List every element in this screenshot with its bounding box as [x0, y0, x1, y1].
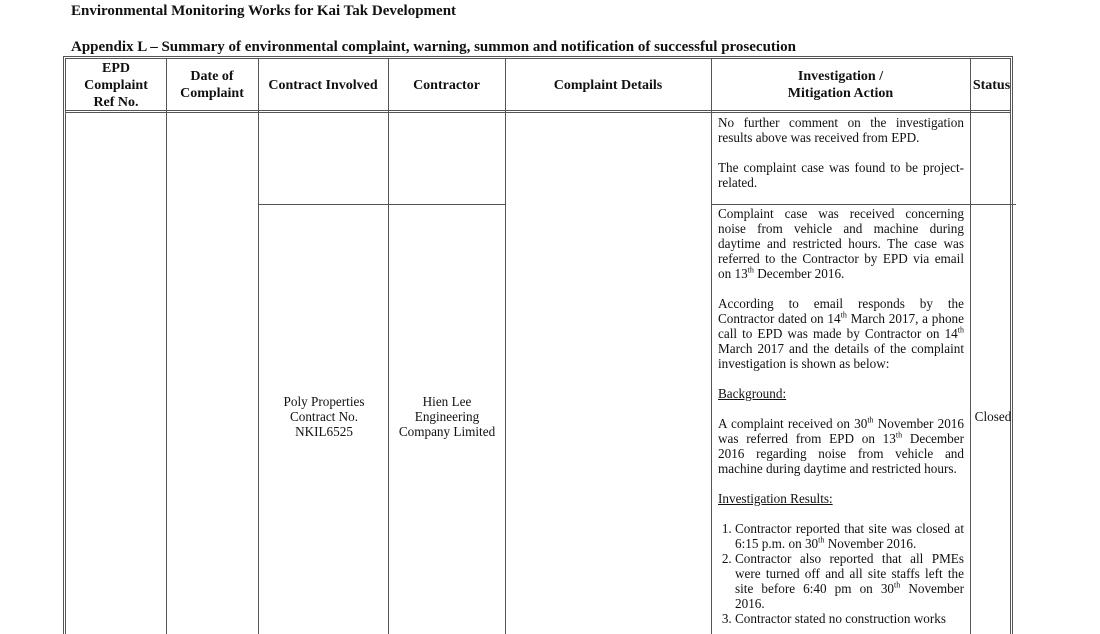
column-divider — [166, 59, 167, 634]
results-heading: Investigation Results: — [718, 491, 833, 506]
document-title: Environmental Monitoring Works for Kai Tak Development — [71, 3, 457, 19]
header-ref-no: EPD Complaint Ref No. — [84, 60, 148, 110]
investigation-results-list — [718, 521, 964, 626]
background-heading: Background: — [718, 386, 787, 401]
header-contract: Contract Involved — [268, 77, 378, 93]
column-divider — [388, 59, 389, 634]
row2-contractor: Hien Lee Engineering Company Limited — [398, 394, 496, 439]
list-item: 3. Contractor stated no construction works — [735, 611, 964, 626]
row2-investigation — [718, 206, 964, 626]
header-investigation: Investigation / Mitigation Action — [787, 69, 894, 101]
column-divider — [970, 59, 971, 634]
appendix-title: Appendix L – Summary of environmental complaint, warning, summon and notification of successful prosecution — [71, 39, 796, 55]
header-separator — [66, 110, 1010, 113]
header-contractor: Contractor — [413, 77, 480, 93]
investigation-paragraph: Complaint case was received concerning noise from vehicle and machine during daytime and restricted hours. The case was referred to the Contractor by EPD via email on 13th December 2016. — [718, 206, 964, 281]
list-item: 1. Contractor reported that site was closed at 6:15 p.m. on 30th November 2016. — [735, 521, 964, 551]
header-date: Date of Complaint — [180, 69, 244, 101]
row-separator — [258, 204, 505, 205]
column-divider — [258, 59, 259, 634]
row2-status: Closed — [974, 409, 1012, 424]
investigation-paragraph: A complaint received on 30th November 2016 was referred from EPD on 13th December 2016 regarding noise from vehicle and machine during daytime and restricted hours. — [718, 415, 964, 476]
investigation-paragraph: No further comment on the investigation results above was received from EPD. — [718, 115, 964, 145]
column-divider — [505, 59, 506, 634]
row-separator — [711, 204, 1016, 205]
column-divider — [711, 59, 712, 634]
list-item: 2. Contractor also reported that all PMEs were turned off and all site staffs left the site before 6:40 pm on 30th November 2016. — [735, 551, 964, 611]
header-status: Status — [972, 77, 1011, 93]
complaint-summary-table — [63, 56, 1013, 634]
investigation-paragraph: The complaint case was found to be project-related. — [718, 160, 964, 190]
investigation-paragraph: According to email responds by the Contractor dated on 14th March 2017, a phone call to EPD was made by Contractor on 14th March 2017 and the details of the complaint investigation is shown as below: — [718, 296, 965, 371]
header-complaint-details: Complaint Details — [553, 77, 663, 93]
row2-contract-involved: Poly Properties Contract No. NKIL6525 — [283, 394, 365, 439]
row1-investigation — [718, 115, 964, 190]
